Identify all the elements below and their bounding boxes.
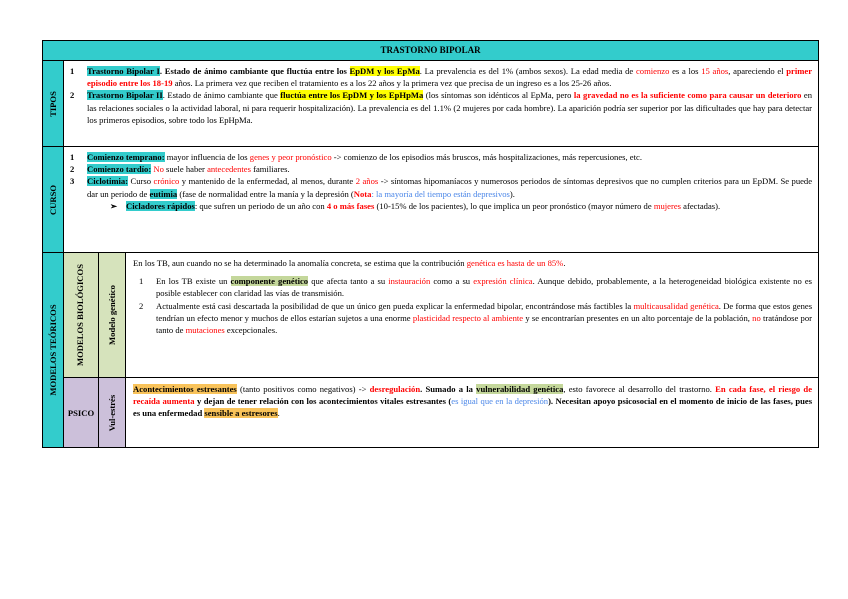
list-subitem: ➢ Cicladores rápidos: que sufren un periodo de un año con 4 o más fases (10-15% de los pacientes), lo que implica un peor pronóstico (mayor número de mujeres afectadas). <box>110 200 721 211</box>
curso-content <box>64 147 819 253</box>
genetico-content <box>126 253 819 378</box>
tipos-content <box>64 61 819 147</box>
list-item: 1 En los TB existe un componente genético que afecta tanto a su instauración como a su expresión clínica. Aunque debido, probablemente, a la heterogeneidad biológica existente no es posible establecer con claridad las vías de transmisión. <box>139 276 813 299</box>
list-item: 3 Ciclotimia: Curso crónico y mantenido de la enfermedad, al menos, durante 2 años -> síntomas hipomaníacos y numerosos periodos de síntomas depresivos que no cumplen criterios para un EpDM. Se puede dar un periodo de eutimia (fase de normalidad entre la manía y la depresión (Nota: la mayoría del tiempo están depresivos). <box>70 176 813 199</box>
section-label-modelos <box>43 253 64 448</box>
section-label-vul <box>99 378 126 448</box>
section-label-tipos <box>43 61 64 147</box>
section-label-genetico <box>99 253 126 378</box>
section-label-vul-text: Vul-estrés <box>106 394 117 431</box>
table-title: TRASTORNO BIPOLAR <box>43 41 819 61</box>
genetico-intro: En los TB, aun cuando no se ha determinado la anomalía concreta, se estima que la contribución genética es hasta de un 85%. <box>133 258 566 268</box>
bipolar-summary-table <box>42 40 819 448</box>
section-label-biologicos-text: MODELOS BIOLÓGICOS <box>75 264 86 366</box>
list-item: 2 Actualmente está casi descartada la posibilidad de que un único gen pueda explicar la enfermedad bipolar, encontrándose más factibles la multicausalidad genética. De forma que estos genes tendrían un efecto menor y muchos de ellos estarían sujetos a una enorme plasticidad respecto al ambiente y se encontrarían presentes en un alto porcentaje de la población, no tratándose por tanto de mutaciones excepcionales. <box>139 300 813 336</box>
section-label-tipos-text: TIPOS <box>47 90 58 117</box>
psico-content: Acontecimientos estresantes (tanto positivos como negativos) -> desregulación. Sumado a la vulnerabilidad genética, esto favorece al desarrollo del trastorno. En cada fase, el riesgo de recaída aumenta y dejan de tener relación con los acontecimientos vitales estresantes (es igual que en la depresión). Necesitan apoyo psicosocial en el momento de inicio de las fases, pues es una enfermedad sensible a estresores. <box>126 378 819 448</box>
section-label-curso <box>43 147 64 253</box>
list-item: 2 Comienzo tardío: No suele haber antecedentes familiares. <box>70 164 290 175</box>
list-item: 2 Trastorno Bipolar II. Estado de ánimo cambiante que fluctúa entre los EpDM y los EpHpMa (los síntomas son idénticos al EpMa, pero la gravedad no es la suficiente como para causar un deterioro en las relaciones sociales o la actividad laboral, ni para requerir hospitalización). La prevalencia es del 1.1% (2 mujeres por cada hombre). La aparición podría ser superior por las dificultades que hay para detectar los primeros episodios, sobre todo los EpHpMa. <box>70 90 813 125</box>
section-label-biologicos <box>64 253 99 378</box>
section-label-psico <box>64 378 99 448</box>
list-item: 1 Trastorno Bipolar I. Estado de ánimo cambiante que fluctúa entre los EpDM y los EpMa. La prevalencia es del 1% (ambos sexos). La edad media de comienzo es a los 15 años, apareciendo el primer episodio entre los 18-19 años. La primera vez que reciben el tratamiento es a los 22 años y la primera vez que precisa de un ingreso es a los 25-26 años. <box>70 66 813 89</box>
section-label-curso-text: CURSO <box>47 184 58 215</box>
section-label-modelos-text: MODELOS TEÓRICOS <box>47 304 58 396</box>
list-item: 1 Comienzo temprano: mayor influencia de los genes y peor pronóstico -> comienzo de los episodios más bruscos, más hospitalizaciones, más repercusiones, etc. <box>70 152 642 162</box>
arrow-bullet-icon: ➢ <box>110 200 118 211</box>
section-label-genetico-text: Modelo genético <box>106 285 117 345</box>
document-page <box>42 40 818 448</box>
section-label-psico-text: PSICO <box>67 407 95 418</box>
